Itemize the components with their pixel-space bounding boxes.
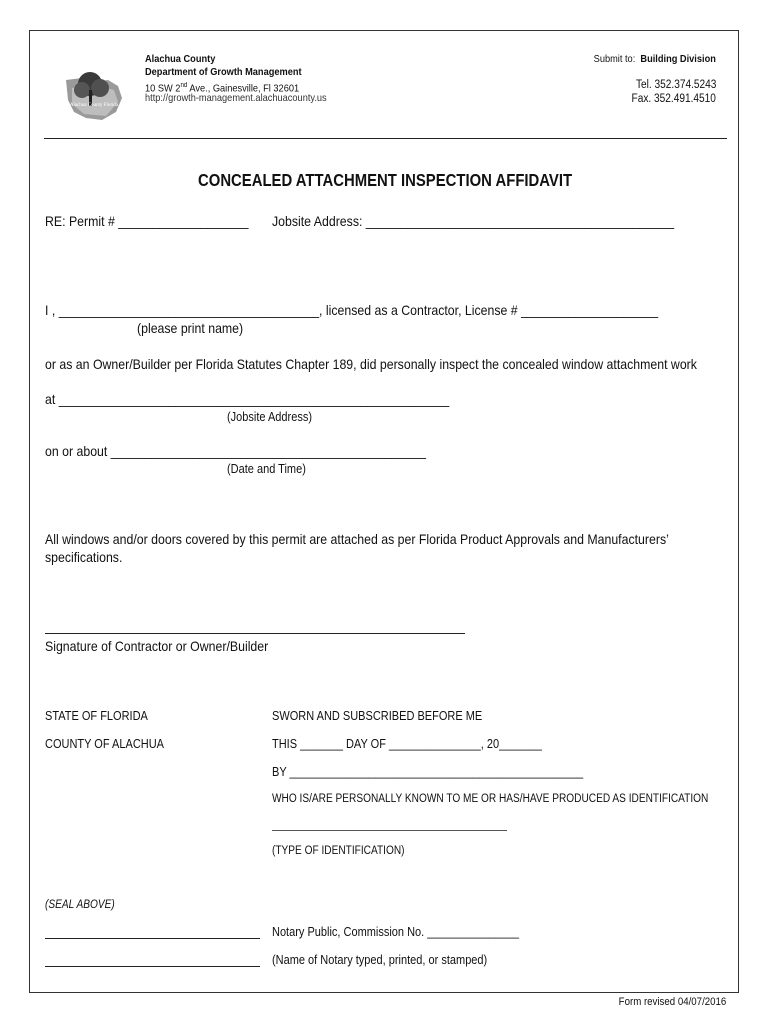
notary-signature-line[interactable] xyxy=(45,938,260,939)
inspection-date-field[interactable]: on or about ______________________________________________ xyxy=(45,443,426,459)
identification-type-line[interactable] xyxy=(272,830,507,831)
notary-name-line[interactable] xyxy=(45,966,260,967)
header-divider xyxy=(44,138,727,139)
notary-by-field[interactable]: BY ________________________________________________ xyxy=(272,765,584,779)
print-name-caption: (please print name) xyxy=(137,320,244,336)
owner-builder-statement: or as an Owner/Builder per Florida Statutes Chapter 189, did personally inspect the concealed window attachment work xyxy=(45,356,697,372)
date-time-caption: (Date and Time) xyxy=(227,462,306,476)
identification-type-caption: (TYPE OF IDENTIFICATION) xyxy=(272,845,405,857)
seal-caption: (SEAL ABOVE) xyxy=(45,899,115,911)
attachment-statement-line2: specifications. xyxy=(45,549,123,565)
sworn-subscribed: SWORN AND SUBSCRIBED BEFORE ME xyxy=(272,709,483,723)
jobsite-address-field[interactable]: Jobsite Address: _____________________________________________ xyxy=(272,213,675,229)
jobsite-address-caption: (Jobsite Address) xyxy=(227,410,312,424)
form-revision-date: Form revised 04/07/2016 xyxy=(618,996,726,1008)
fax: Fax. 352.491.4510 xyxy=(631,93,716,105)
notary-date-field[interactable]: THIS _______ DAY OF _______________, 20_______ xyxy=(272,737,542,751)
inspection-address-field[interactable]: at _________________________________________________________ xyxy=(45,391,450,407)
signature-caption: Signature of Contractor or Owner/Builder xyxy=(45,638,269,654)
website-link[interactable]: http://growth-management.alachuacounty.us xyxy=(145,92,327,104)
notary-commission-field[interactable]: Notary Public, Commission No. _______________ xyxy=(272,925,520,939)
org-address: 10 SW 2nd Ave., Gainesville, Fl 32601 xyxy=(145,82,300,95)
contractor-license-line[interactable]: I , ______________________________________, licensed as a Contractor, License # ____________________ xyxy=(45,302,659,318)
permit-number-field[interactable]: RE: Permit # ___________________ xyxy=(45,213,249,229)
org-name: Alachua County xyxy=(145,53,216,65)
attachment-statement-line1: All windows and/or doors covered by this permit are attached as per Florida Product Approvals and Manufacturers’ xyxy=(45,531,669,547)
state-label: STATE OF FLORIDA xyxy=(45,709,148,723)
department-name: Department of Growth Management xyxy=(145,66,302,78)
submit-to: Submit to: Building Division xyxy=(593,53,716,65)
form-title: CONCEALED ATTACHMENT INSPECTION AFFIDAVIT xyxy=(197,170,573,190)
county-logo xyxy=(62,62,126,126)
svg-text:Alachua County Florida: Alachua County Florida xyxy=(69,103,119,108)
signature-line[interactable] xyxy=(45,633,465,634)
telephone: Tel. 352.374.5243 xyxy=(635,79,716,91)
notary-name-caption: (Name of Notary typed, printed, or stamped) xyxy=(272,953,488,967)
county-label: COUNTY OF ALACHUA xyxy=(45,737,164,751)
identification-statement: WHO IS/ARE PERSONALLY KNOWN TO ME OR HAS/HAVE PRODUCED AS IDENTIFICATION xyxy=(272,793,709,805)
